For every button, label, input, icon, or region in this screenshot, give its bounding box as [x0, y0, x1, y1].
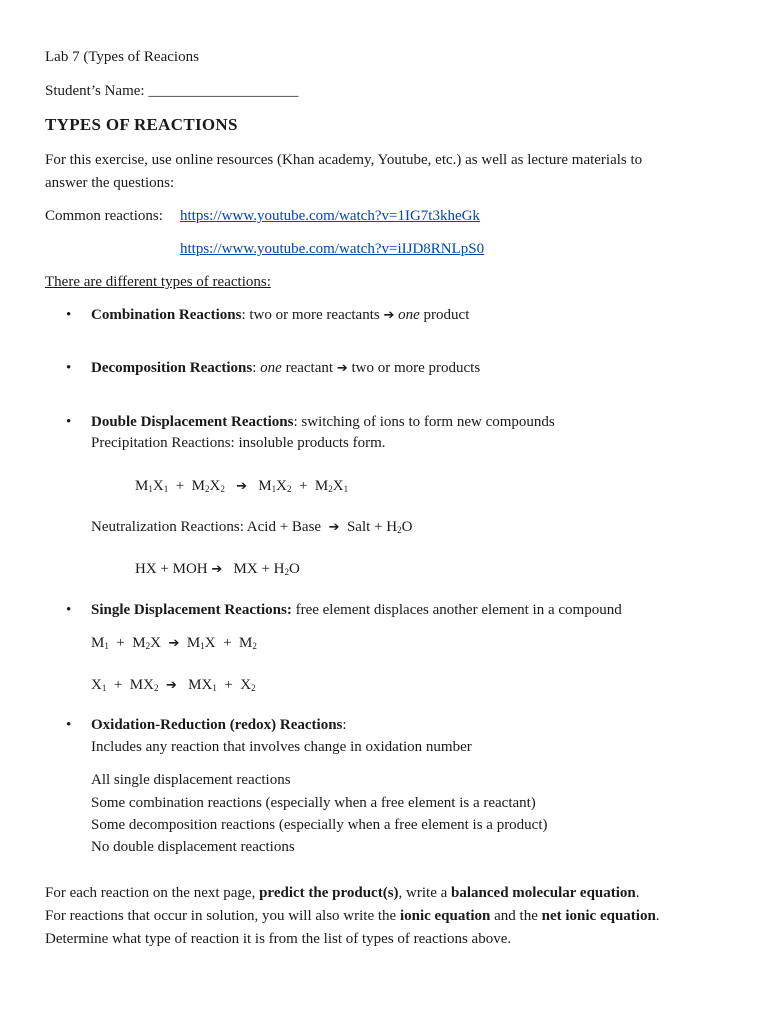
neutralization-line: Neutralization Reactions: Acid + Base ➔ Salt + $H_2O$ [91, 519, 413, 535]
arrow-icon: ➔ [165, 678, 177, 693]
student-name-label: Student’s Name: [45, 83, 145, 99]
bullet-icon: • [66, 414, 72, 430]
decomposition-title: Decomposition Reactions [91, 360, 253, 376]
arrow-icon: ➔ [383, 308, 395, 323]
double-displacement-equation: $M_1X_1 + M_2X_2$ ➔ $M_1X_2 + M_2X_1$ [135, 478, 349, 494]
redox-list-item: Some decomposition reactions (especially when a free element is a product) [91, 817, 548, 833]
double-displacement-title: Double Displacement Reactions [91, 414, 294, 430]
single-displacement-title: Single Displacement Reactions: [91, 602, 292, 618]
bullet-icon: • [66, 602, 72, 618]
single-displacement-item: Single Displacement Reactions: free element displaces another element in a compound [91, 602, 622, 618]
types-intro: There are different types of reactions: [45, 274, 271, 290]
video-link-2[interactable]: https://www.youtube.com/watch?v=iIJD8RNLpS0 [180, 241, 485, 257]
redox-list-item: No double displacement reactions [91, 839, 295, 855]
arrow-icon: ➔ [211, 562, 223, 577]
single-displacement-equation-1: $M_1 + M_2X$ ➔ $M_1X + M_2$ [91, 635, 257, 651]
redox-list-item: Some combination reactions (especially when a free element is a reactant) [91, 795, 536, 811]
redox-description: Includes any reaction that involves change in oxidation number [91, 739, 472, 755]
bullet-icon: • [66, 360, 72, 376]
precipitation-line: Precipitation Reactions: insoluble products form. [91, 435, 386, 451]
combination-item: Combination Reactions: two or more reactants ➔ one product [91, 307, 470, 323]
redox-item: Oxidation-Reduction (redox) Reactions: [91, 717, 347, 733]
common-reactions-label: Common reactions: [45, 208, 163, 224]
bullet-icon: • [66, 717, 72, 733]
intro-line-1: For this exercise, use online resources (Khan academy, Youtube, etc.) as well as lecture materials to [45, 152, 643, 168]
arrow-icon: ➔ [168, 636, 180, 651]
redox-list-item: All single displacement reactions [91, 772, 291, 788]
page-heading: TYPES OF REACTIONS [45, 115, 238, 134]
arrow-icon: ➔ [328, 520, 340, 535]
student-name-blank: ____________________ [148, 83, 299, 99]
student-name-line [45, 82, 298, 100]
single-displacement-equation-2: $X_1 + MX_2$ ➔ $MX_1 + X_2$ [91, 677, 256, 693]
double-displacement-item: Double Displacement Reactions: switching of ions to form new compounds [91, 414, 555, 430]
instructions-line-3: Determine what type of reaction it is from the list of types of reactions above. [45, 931, 512, 947]
arrow-icon: ➔ [336, 361, 348, 376]
instructions-line-2: For reactions that occur in solution, you will also write the ionic equation and the net ionic equation. [45, 908, 660, 924]
redox-title: Oxidation-Reduction (redox) Reactions [91, 717, 343, 733]
neutralization-equation: HX + MOH ➔ MX + $H_2O$ [135, 561, 300, 577]
video-link-1[interactable]: https://www.youtube.com/watch?v=1IG7t3kheGk [180, 208, 480, 224]
arrow-icon: ➔ [236, 479, 247, 494]
lab-title: Lab 7 (Types of Reacions [45, 49, 199, 65]
decomposition-item: Decomposition Reactions: one reactant ➔ two or more products [91, 360, 481, 376]
bullet-icon: • [66, 307, 72, 323]
combination-title: Combination Reactions [91, 307, 242, 323]
instructions-line-1: For each reaction on the next page, predict the product(s), write a balanced molecular equation. [45, 885, 640, 901]
intro-line-2: answer the questions: [45, 175, 175, 191]
